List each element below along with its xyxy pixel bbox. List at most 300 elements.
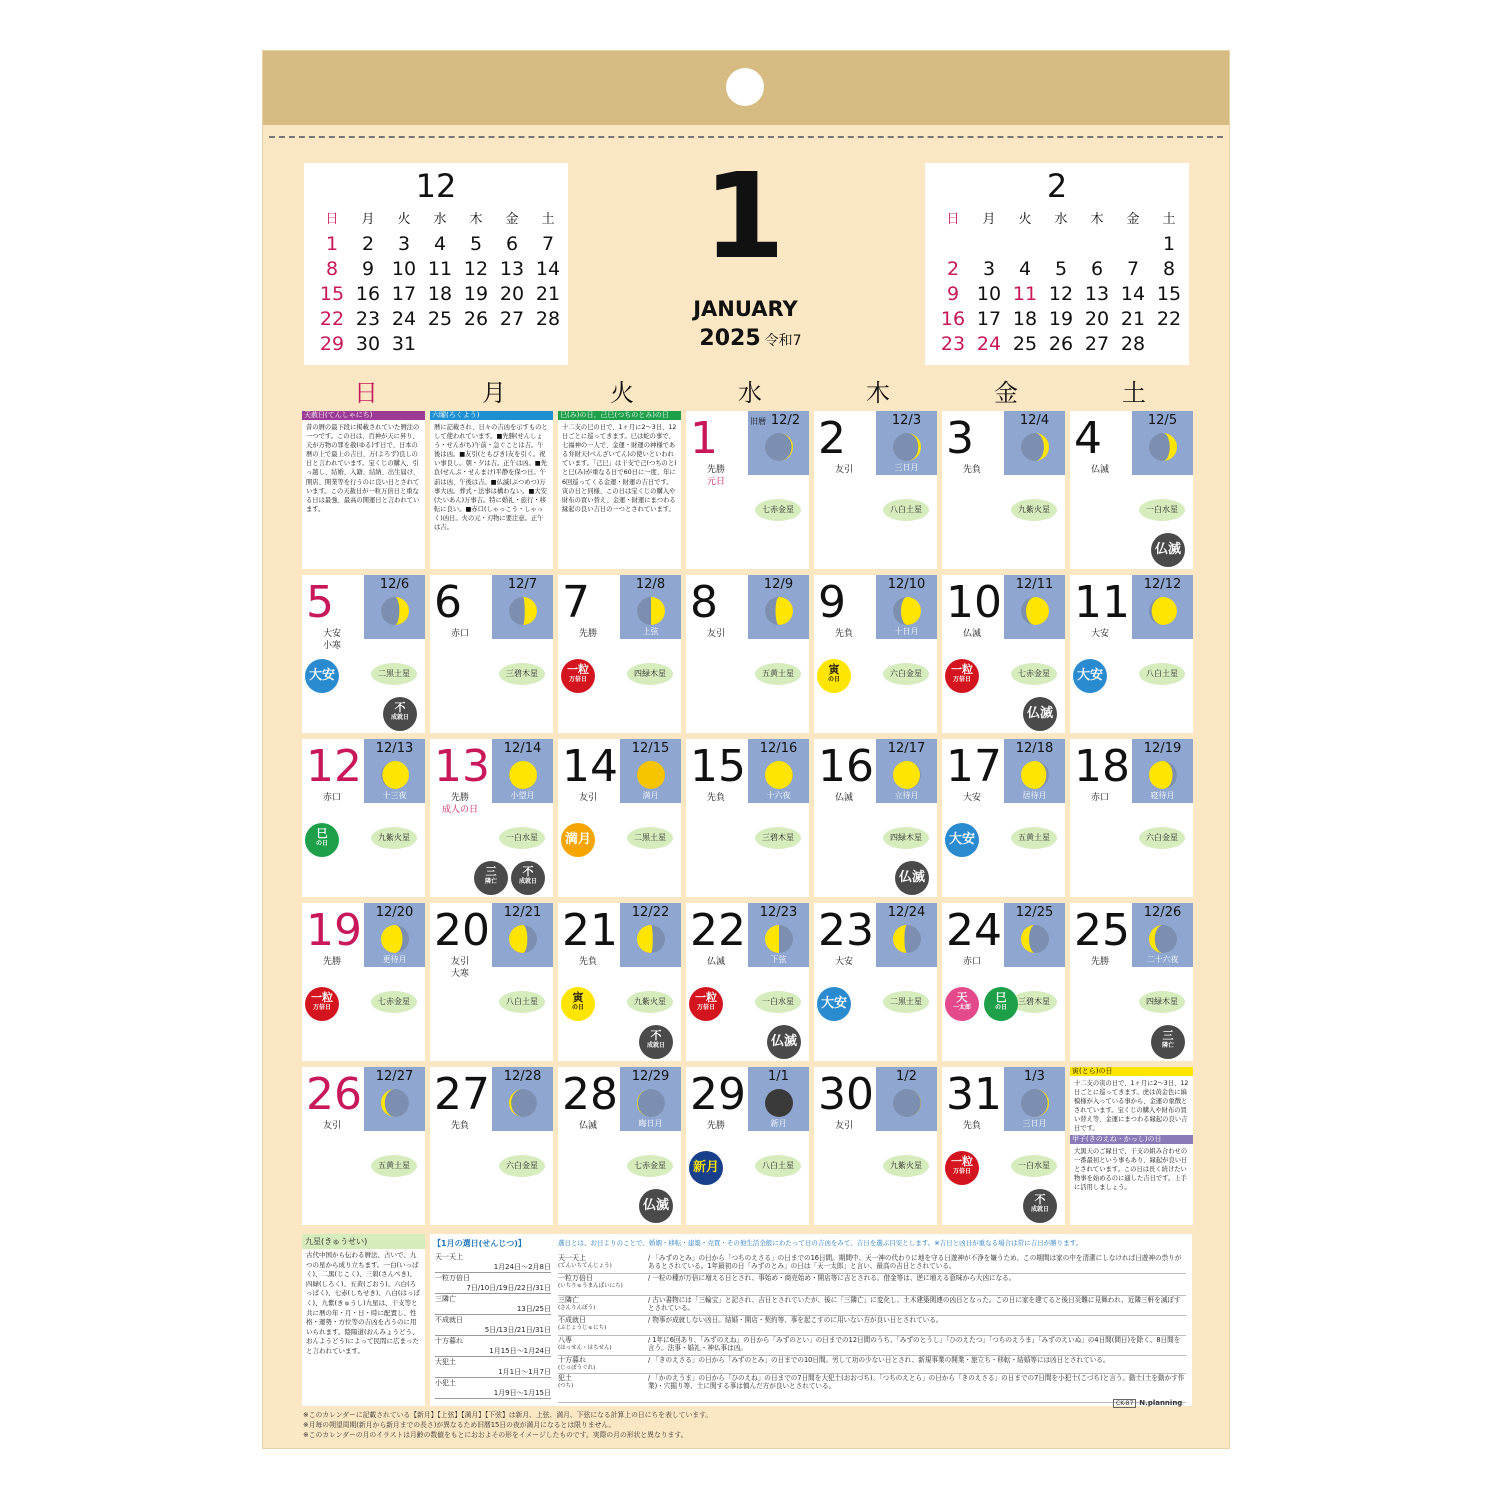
lunar-date-box [876, 903, 937, 967]
rokuyo-label: 大安 [834, 957, 853, 967]
moon-phase-icon [1149, 925, 1177, 953]
day-number: 13 [434, 741, 490, 792]
mini-day: 26 [1048, 333, 1074, 355]
mini-day: 21 [1120, 308, 1146, 330]
day-cell[interactable] [302, 903, 425, 1061]
senjitsu-text: / 「みずのとみ」の日から「つちのえさる」の日までの16日間。期間中、天一神の代わりに地を守る日遊神が不浄を嫌うため、この期間は家の中を清潔にしなければ日遊神の祟りがあるとされている。1年最初の日「みずのとみ」の日は「天一太郎」と言い、最高の吉日とされている。 [648, 1254, 1182, 1271]
day-number: 24 [946, 905, 1002, 956]
rokuyo-label: 赤口 [1090, 793, 1109, 803]
mini-day: 2 [946, 258, 960, 280]
day-number: 19 [306, 905, 362, 956]
era: 令和7 [764, 333, 802, 349]
mini-day: 17 [391, 283, 417, 305]
mini-day: 30 [355, 333, 381, 355]
kyusei-label: 五黄土星 [371, 1155, 417, 1177]
mini-day: 19 [463, 283, 489, 305]
day-number: 25 [1074, 905, 1130, 956]
day-number: 30 [818, 1069, 874, 1120]
mini-day: 5 [469, 233, 483, 255]
lunar-date: 12/4 [1019, 413, 1050, 428]
senjitsu-badge: 大安 [1073, 659, 1107, 693]
mini-day: 28 [535, 308, 561, 330]
senjitsu-badge: 不 成就日 [1023, 1189, 1057, 1223]
moon-name: 三日月 [894, 463, 919, 472]
info-box-text: 大黒天のご縁日で、干支の組み合わせの一番最初という事もあり、縁起が良い日とされています。この日は長く続けたい物事を始めるのに適した吉日です。上手に活用しましょう。 [1074, 1147, 1188, 1191]
day-cell[interactable] [686, 411, 809, 569]
day-cell[interactable] [814, 739, 937, 897]
senjitsu-list-row [435, 1336, 551, 1357]
mini-empty-cell [1043, 232, 1079, 257]
day-cell[interactable] [558, 575, 681, 733]
info-box-title: 寅(とら)の日 [1070, 1067, 1193, 1076]
weekday-label: 土 [1122, 379, 1146, 407]
perforation-line [269, 136, 1223, 138]
senjitsu-badge: 仏滅 [767, 1025, 801, 1059]
kyusei-label: 七赤金星 [1011, 663, 1057, 685]
day-number: 26 [306, 1069, 362, 1120]
lunar-date-box [620, 739, 681, 803]
lunar-date: 12/17 [887, 741, 926, 756]
moon-phase-icon [893, 597, 921, 625]
kyusei-label: 六白金星 [883, 663, 929, 685]
day-cell[interactable] [1070, 575, 1193, 733]
mini-day: 9 [946, 283, 960, 305]
kyusei-label: 六白金星 [499, 1155, 545, 1177]
lunar-date: 12/23 [759, 905, 798, 920]
senjitsu-badge: 巳 の日 [984, 987, 1018, 1021]
lunar-date-box [364, 1067, 425, 1131]
kyusei-label: 七赤金星 [627, 1155, 673, 1177]
lunar-date-box [1132, 411, 1193, 475]
lunar-date-box [492, 1067, 553, 1131]
mini-day: 4 [1018, 258, 1032, 280]
rokuyo-label: 先負 [962, 465, 981, 475]
day-number: 18 [1074, 741, 1130, 792]
info-box-title: 六曜(ろくよう) [430, 411, 553, 420]
lunar-date-box [876, 739, 937, 803]
moon-phase-icon [509, 597, 537, 625]
moon-name: 居待月 [1022, 791, 1047, 800]
moon-phase-icon [765, 1089, 793, 1117]
moon-name: 更待月 [382, 955, 407, 964]
lunar-date: 12/5 [1147, 413, 1178, 428]
mini-weekday-label: 木 [1090, 212, 1104, 227]
lunar-date: 12/15 [631, 741, 670, 756]
mini-empty-cell [935, 232, 971, 257]
day-number: 3 [946, 413, 974, 464]
moon-name: 上弦 [642, 627, 659, 636]
moon-name: 晦日月 [638, 1119, 663, 1128]
kyusei-label: 九紫火星 [627, 991, 673, 1013]
moon-phase-icon [1021, 1089, 1049, 1117]
day-number: 28 [562, 1069, 618, 1120]
mini-day: 12 [1048, 283, 1074, 305]
day-cell[interactable] [430, 903, 553, 1061]
rokuyo-label: 先負 [834, 629, 853, 639]
mini-day: 21 [535, 283, 561, 305]
lunar-date: 12/21 [503, 905, 542, 920]
moon-phase-icon [381, 925, 409, 953]
product-code: CK-87 [1113, 1399, 1136, 1408]
holiday-note: 元日 [706, 477, 725, 487]
day-number: 14 [562, 741, 618, 792]
senjitsu-badge: 巳 の日 [305, 823, 339, 857]
moon-phase-icon [1149, 433, 1177, 461]
moon-phase-icon [1021, 433, 1049, 461]
senjitsu-list-row [435, 1252, 551, 1273]
rokuyo-label: 仏滅 [1090, 465, 1109, 475]
lunar-date: 12/7 [507, 577, 538, 592]
year: 2025 [699, 326, 761, 351]
senjitsu-description-row [558, 1336, 1186, 1356]
lunar-date-box [748, 903, 809, 967]
lunar-date: 12/19 [1143, 741, 1182, 756]
rokuyo-label: 仏滅 [834, 793, 853, 803]
lunar-date: 12/18 [1015, 741, 1054, 756]
senjitsu-description-row [558, 1374, 1186, 1403]
kyusei-label: 四緑木星 [1139, 991, 1185, 1013]
day-number: 7 [562, 577, 590, 628]
mini-day: 7 [1126, 258, 1140, 280]
day-cell[interactable] [814, 1067, 937, 1225]
lunar-date-box [748, 411, 809, 475]
lunar-date: 12/9 [763, 577, 794, 592]
day-cell[interactable] [1070, 903, 1193, 1061]
holiday-note: 小寒 [322, 641, 341, 651]
kyusei-label: 三碧木星 [499, 663, 545, 685]
senjitsu-badge: 仏滅 [639, 1189, 673, 1223]
mini-weekday-label: 月 [361, 212, 375, 227]
mini-day: 31 [391, 333, 417, 355]
kyusei-label: 五黄土星 [755, 663, 801, 685]
senjitsu-list-row [435, 1357, 551, 1378]
moon-phase-icon [509, 1089, 537, 1117]
rokuyo-label: 友引 [322, 1121, 341, 1131]
day-number: 11 [1074, 577, 1130, 628]
senjitsu-text: / 1年に6回あり、「みずのえね」の日から「みずのとい」の日までの12日間のうち、「みずのとうし」「ひのえたつ」「つちのえうま」「みずのえいぬ」の4日間(間日)を除く、8日間を言う。法事・婚礼・神仏事は凶。 [648, 1336, 1181, 1353]
kyureki-label: 旧暦 [750, 417, 766, 426]
kyusei-label: 九紫火星 [883, 1155, 929, 1177]
holiday-note: 大寒 [450, 969, 469, 979]
day-cell[interactable] [302, 739, 425, 897]
lunar-date: 12/12 [1143, 577, 1182, 592]
mini-empty-cell [971, 232, 1007, 257]
mini-day: 4 [433, 233, 447, 255]
mini-day: 23 [355, 308, 381, 330]
day-number: 10 [946, 577, 1002, 628]
senjitsu-label: 八専 (はっせん・はちせん) [558, 1336, 612, 1351]
mini-day: 25 [427, 308, 453, 330]
info-box-title: 甲子(きのえね・かっし)の日 [1070, 1135, 1193, 1144]
senjitsu-list-row [435, 1294, 551, 1315]
kyusei-label: 四緑木星 [883, 827, 929, 849]
lunar-date: 12/26 [1143, 905, 1182, 920]
senjitsu-text: / 一粒の種が万倍に増える日とされ、事始め・商売始め・開店等に吉とされる。借金等は、逆に増える意味から大凶になる。 [648, 1274, 1016, 1282]
calendar-sheet [263, 51, 1229, 1448]
info-box-tenshanichi [302, 411, 425, 569]
day-cell[interactable] [430, 1067, 553, 1225]
day-number: 1 [690, 413, 718, 464]
lunar-date-box [364, 903, 425, 967]
lunar-date: 12/6 [379, 577, 410, 592]
senjitsu-dates: 1月24日〜2月8日 [493, 1263, 551, 1271]
day-number: 15 [690, 741, 746, 792]
day-cell[interactable] [1070, 411, 1193, 569]
day-number: 27 [434, 1069, 490, 1120]
lunar-date: 12/25 [1015, 905, 1054, 920]
day-number: 6 [434, 577, 462, 628]
day-cell[interactable] [942, 1067, 1065, 1225]
lunar-date: 12/8 [635, 577, 666, 592]
mini-day: 3 [982, 258, 996, 280]
moon-name: 寝待月 [1150, 791, 1175, 800]
senjitsu-badge: 大安 [817, 987, 851, 1021]
mini-empty-cell [1007, 232, 1043, 257]
day-cell[interactable] [558, 903, 681, 1061]
kyusei-label: 六白金星 [1139, 827, 1185, 849]
lunar-date-box [1004, 575, 1065, 639]
mini-day: 20 [499, 283, 525, 305]
rokuyo-label: 先負 [450, 1121, 469, 1131]
mini-day: 8 [1162, 258, 1176, 280]
day-cell[interactable] [302, 1067, 425, 1225]
lunar-date-box [748, 739, 809, 803]
mini-day: 29 [319, 333, 345, 355]
rokuyo-label: 先勝 [1090, 957, 1109, 967]
senjitsu-text: / 古い書物には「三輪宝」と記され、吉日とされていたが、後に「三隣亡」に変化し、土木建築関連の凶日となった。この日に家を建てると後日災難に見舞われ、近隣三軒を滅ぼすとされている。 [648, 1296, 1181, 1313]
hanger-hole [726, 68, 764, 106]
kyusei-label: 二黒土星 [627, 827, 673, 849]
kyusei-box-text: 古代中国から伝わる暦法、占いで、九つの星から成り立ちます。一白(いっぱく)、二黒(じこく)、三碧(さんぺき)、四緑(しろく)、五黄(ごおう)、六白(ろっぱく)、七赤(しちせき)、八白(はっぱく)、九紫(きゅうし)九星は、干支等と共に暦の年・月・日・時に配置し、性格・運勢・方位等の吉凶を占うのに用いられます。陰陽道(おんみょうどう、おんようどう)によって民間に広まったと言われています。 [306, 1251, 420, 1355]
day-cell[interactable] [942, 411, 1065, 569]
moon-name: 小望月 [510, 791, 535, 800]
senjitsu-label: 犯土 (つち) [558, 1374, 574, 1389]
lunar-date: 12/24 [887, 905, 926, 920]
day-number: 5 [306, 577, 334, 628]
lunar-date-box [364, 739, 425, 803]
senjitsu-badge: 不 成就日 [383, 697, 417, 731]
kyusei-label: 二黒土星 [883, 991, 929, 1013]
lunar-date: 1/2 [896, 1069, 917, 1084]
mini-day: 18 [1012, 308, 1038, 330]
mini-weekday-label: 月 [982, 212, 996, 227]
mini-day: 8 [325, 258, 339, 280]
moon-phase-icon [381, 1089, 409, 1117]
senjitsu-name: 不成就日 [435, 1316, 463, 1324]
footnotes [303, 1410, 712, 1440]
rokuyo-label: 先負 [706, 793, 725, 803]
lunar-date: 12/27 [375, 1069, 414, 1084]
mini-day: 24 [976, 333, 1002, 355]
mini-day: 18 [427, 283, 453, 305]
senjitsu-label: 一粒万倍日 (いちりゅうまんばいにち) [558, 1274, 623, 1289]
mini-weekday-label: 土 [1162, 212, 1176, 227]
lunar-date-box [492, 575, 553, 639]
day-cell[interactable] [430, 575, 553, 733]
day-cell[interactable] [814, 575, 937, 733]
rokuyo-label: 先勝 [578, 629, 597, 639]
lunar-date-box [1004, 411, 1065, 475]
mini-day: 13 [499, 258, 525, 280]
brand-logo [1113, 1399, 1182, 1407]
mini-weekday-label: 金 [505, 212, 519, 227]
mini-calendar-next [925, 163, 1189, 365]
mini-weekday-label: 火 [397, 212, 411, 227]
senjitsu-badge: 寅 の日 [561, 987, 595, 1021]
lunar-date-box [492, 739, 553, 803]
moon-phase-icon [1149, 597, 1177, 625]
mini-empty-cell [1115, 232, 1151, 257]
day-cell[interactable] [686, 739, 809, 897]
mini-weekday-label: 火 [1018, 212, 1032, 227]
mini-day: 9 [361, 258, 375, 280]
rokuyo-label: 先勝 [322, 957, 341, 967]
weekday-label: 火 [610, 379, 634, 407]
day-cell[interactable] [558, 1067, 681, 1225]
mini-day: 25 [1012, 333, 1038, 355]
mini-weekday-label: 木 [469, 212, 483, 227]
rokuyo-label: 大安 [1090, 629, 1109, 639]
mini-day: 16 [355, 283, 381, 305]
mini-day: 11 [1012, 283, 1038, 305]
day-cell[interactable] [814, 411, 937, 569]
senjitsu-dates: 1月1日〜1月7日 [498, 1368, 551, 1376]
day-cell[interactable] [430, 739, 553, 897]
lunar-date: 12/20 [375, 905, 414, 920]
weekday-header [302, 373, 1198, 408]
day-cell[interactable] [558, 739, 681, 897]
kyusei-label: 五黄土星 [1011, 827, 1057, 849]
day-number: 4 [1074, 413, 1102, 464]
mini-weekday-label: 水 [433, 212, 447, 227]
moon-name: 立待月 [894, 791, 919, 800]
moon-name: 十六夜 [766, 791, 791, 800]
kyusei-label: 一白水星 [1011, 1155, 1057, 1177]
kyusei-label: 八白土星 [755, 1155, 801, 1177]
kyusei-label: 八白土星 [499, 991, 545, 1013]
mini-day: 15 [1156, 283, 1182, 305]
senjitsu-dates: 5日/13日/21日/31日 [484, 1326, 551, 1334]
senjitsu-badge: 一粒 万倍日 [945, 659, 979, 693]
mini-day: 20 [1084, 308, 1110, 330]
mini-day: 7 [541, 233, 555, 255]
moon-phase-icon [893, 433, 921, 461]
month-number: 1 [702, 147, 786, 285]
moon-phase-icon [893, 761, 921, 789]
day-cell[interactable] [942, 739, 1065, 897]
day-cell[interactable] [942, 903, 1065, 1061]
senjitsu-badge: 一粒 万倍日 [305, 987, 339, 1021]
senjitsu-badge: 一粒 万倍日 [689, 987, 723, 1021]
moon-name: 下弦 [770, 955, 787, 964]
rokuyo-label: 先勝 [706, 465, 725, 475]
day-cell[interactable] [686, 1067, 809, 1225]
info-box-text: 昔の暦の最下段に掲載されていた暦注の一つです。この日は、百神が天に昇り、天が万物の罪を赦(ゆる)す日で、日本の暦の上で最上の吉日、万(よろず)良しの日と言われています。宝くじの購入、引っ越し、結婚、入籍、結納、出生届け、開店、開業等を行うのに良い日とされています。この天赦日が一粒万倍日と重なる日は最強、最高の開運日と言われています。 [306, 424, 420, 513]
kyusei-label: 一白水星 [755, 991, 801, 1013]
mini-day: 12 [463, 258, 489, 280]
day-cell[interactable] [942, 575, 1065, 733]
mini-weekday-label: 日 [946, 212, 960, 227]
moon-name: 十三夜 [382, 791, 407, 800]
moon-name: 二十六夜 [1146, 955, 1179, 964]
kyusei-label: 七赤金星 [755, 499, 801, 521]
mini-day: 14 [1120, 283, 1146, 305]
weekday-label: 日 [354, 379, 378, 407]
lunar-date: 12/29 [631, 1069, 670, 1084]
moon-phase-icon [1021, 597, 1049, 625]
moon-phase-icon [765, 761, 793, 789]
moon-name: 満月 [642, 791, 659, 800]
info-box-title: 天赦日(てんしゃにち) [302, 411, 425, 420]
kyusei-box [302, 1234, 425, 1406]
day-number: 22 [690, 905, 746, 956]
info-box-text: 十二支の寅の日で、1ヶ月に2〜3日、12日ごとに巡ってきます。虎は黄金色に縞模様が入っている事から、金運の象徴とされています。宝くじの購入や財布の買い替え等、金運にまつわる縁起の良い吉日です。 [1074, 1080, 1189, 1133]
senjitsu-dates: 1月9日〜1月15日 [493, 1389, 551, 1397]
kyusei-label: 一白水星 [499, 827, 545, 849]
moon-phase-icon [637, 761, 665, 789]
senjitsu-badge: 不 成就日 [511, 861, 545, 895]
info-box-toranohi [1070, 1067, 1193, 1225]
day-cell[interactable] [302, 575, 425, 733]
rokuyo-label: 大安 [962, 793, 981, 803]
weekday-label: 金 [994, 379, 1018, 407]
mini-day: 13 [1084, 283, 1110, 305]
rokuyo-label: 先負 [962, 1121, 981, 1131]
senjitsu-label: 三隣亡 (さんりんぼう) [558, 1296, 596, 1311]
rokuyo-label: 友引 [834, 465, 853, 475]
senjitsu-name: 小犯土 [435, 1379, 456, 1387]
mini-day: 1 [1162, 233, 1176, 255]
weekday-label: 木 [866, 379, 890, 407]
mini-day: 10 [976, 283, 1002, 305]
senjitsu-name: 天一天上 [435, 1253, 463, 1261]
lunar-date-box [492, 903, 553, 967]
lunar-date: 12/10 [887, 577, 926, 592]
lunar-date-box [620, 1067, 681, 1131]
day-cell[interactable] [814, 903, 937, 1061]
lunar-date-box [1132, 903, 1193, 967]
senjitsu-badge: 寅 の日 [817, 659, 851, 693]
mini-day: 19 [1048, 308, 1074, 330]
mini-day: 22 [319, 308, 345, 330]
kyusei-label: 二黒土星 [371, 663, 417, 685]
rokuyo-label: 友引 [834, 1121, 853, 1131]
lunar-date: 1/3 [1024, 1069, 1045, 1084]
month-grid [302, 411, 1192, 1233]
lunar-date-box [876, 1067, 937, 1131]
footnote: ※このカレンダーに記載されている【新月】【上弦】【満月】【下弦】は新月、上弦、満月、下弦になる計算上の日にちを表しています。 [303, 1411, 713, 1419]
moon-phase-icon [765, 433, 793, 461]
day-cell[interactable] [1070, 739, 1193, 897]
year-line [668, 326, 833, 351]
senjitsu-description: 選日とは、お日よりのことで、婚姻・移転・建築・売買・その他生活全般にわたって日の吉凶をみて、吉日を選ぶ目安とします。※吉日と凶日が重なる場合は常に吉日が勝ります。 [558, 1239, 1083, 1247]
senjitsu-badge: 三 隣亡 [474, 861, 508, 895]
mini-day: 17 [976, 308, 1002, 330]
footnote: ※月毎の朔望周期(新月から新月までの長さ)が異なるため旧暦15日の夜が満月になるとは限りません。 [303, 1421, 616, 1429]
rokuyo-label: 赤口 [450, 629, 469, 639]
day-number: 17 [946, 741, 1002, 792]
day-cell[interactable] [686, 903, 809, 1061]
moon-phase-icon [637, 597, 665, 625]
moon-phase-icon [1021, 925, 1049, 953]
senjitsu-label: 十方暮れ (じっぽうぐれ) [558, 1356, 596, 1371]
lunar-date-box [1004, 739, 1065, 803]
mini-empty-cell [1079, 232, 1115, 257]
mini-day: 22 [1156, 308, 1182, 330]
lunar-date: 12/14 [503, 741, 542, 756]
day-cell[interactable] [686, 575, 809, 733]
senjitsu-label: 天一天上 (てんいちてんじょう) [558, 1254, 612, 1269]
